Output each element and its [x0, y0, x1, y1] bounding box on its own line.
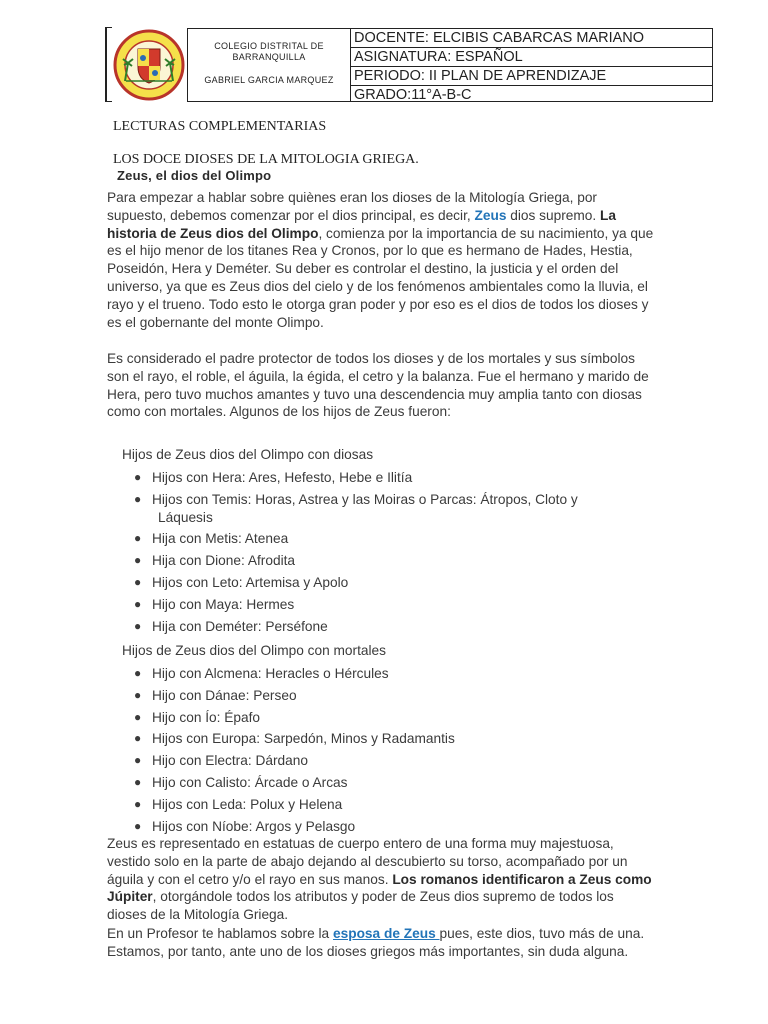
paragraph-3	[107, 835, 657, 924]
list-item: ● Hijos con Temis: Horas, Astrea y las Moiras o Parcas: Átropos, Cloto y Láquesis	[134, 491, 578, 525]
list-item: ● Hijos con Hera: Ares, Hefesto, Hebe e Ilitía	[134, 470, 413, 485]
p1-text-b: dios supremo.	[506, 207, 601, 223]
info-asignatura: ASIGNATURA: ESPAÑOL	[350, 48, 712, 67]
list-item: ● Hijo con Dánae: Perseo	[134, 687, 297, 703]
p1-text-a: Para empezar a hablar sobre quiènes eran los dioses de la Mitología Griega, por supuesto, debemos comenzar por el dios principal, es decir,	[107, 190, 597, 223]
p1-text-c: , comienza por la importancia de su nacimiento, ya que es el hijo menor de los titanes Rea y Cronos, por lo que es hermano de Hades, Hestia, Poseidón, Hera y Deméter. Su deber es controlar el destino, la justicia y el orden del universo, ya que es Zeus dios del cielo y de los fenómenos ambientales como la lluvia, el rayo y el trueno. Todo esto le otorga gran poder y por eso es el dios de todos los dioses y es el gobernante del monte Olimpo.	[107, 225, 654, 330]
school-name	[188, 41, 350, 63]
p4-text-a: En un Profesor te hablamos sobre la	[107, 926, 333, 941]
list-item: ● Hijos con Leda: Polux y Helena	[134, 796, 343, 812]
school-subtitle: GABRIEL GARCIA MARQUEZ	[204, 75, 334, 85]
list-item: ● Hijo con Calisto: Árcade o Arcas	[134, 774, 348, 790]
info-docente: DOCENTE: ELCIBIS CABARCAS MARIANO	[350, 29, 712, 48]
paragraph-1	[107, 189, 657, 331]
info-grado: GRADO:11°A-B-C	[354, 87, 472, 103]
title-doce-dioses: LOS DOCE DIOSES DE LA MITOLOGIA GRIEGA.	[113, 152, 419, 167]
school-name-line2: BARRANQUILLA	[232, 52, 306, 62]
list-item: ● Hijos con Níobe: Argos y Pelasgo	[134, 818, 356, 834]
p3-text-a: Zeus es representado en estatuas de cuerpo entero de una forma muy majestuosa, vestido solo en la parte de abajo dejando al descubierto su torso, acompañado por un águila y con el cetro y/o el rayo en sus manos.	[107, 836, 628, 887]
list-item: ● Hijo con Alcmena: Heracles o Hércules	[134, 666, 389, 681]
list-goddesses	[133, 469, 653, 639]
paragraph-2: Es considerado el padre protector de todos los dioses y de los mortales y sus símbolos son el rayo, el roble, el águila, la égida, el cetro y la balanza. Fue el hermano y marido de Hera, pero tuvo muchos amantes y tuvo una descendencia muy amplia tanto con diosas como con mortales. Algunos de los hijos de Zeus fueron:	[107, 351, 649, 420]
list-item: ● Hijos con Europa: Sarpedón, Minos y Radamantis	[134, 731, 455, 747]
list-item: ● Hijo con Electra: Dárdano	[134, 753, 308, 769]
list-item: ● Hijos con Leto: Artemisa y Apolo	[134, 574, 349, 590]
course-info-table	[350, 28, 713, 102]
school-name-box	[187, 28, 351, 102]
list-item: ● Hijo con Ío: Épafo	[134, 709, 261, 725]
list-mortals-title: Hijos de Zeus dios del Olimpo con mortales	[122, 643, 386, 658]
list-item-wrap: Láquesis	[158, 509, 213, 525]
header-bracket	[105, 27, 112, 102]
title-lecturas: LECTURAS COMPLEMENTARIAS	[113, 119, 327, 134]
paragraph-4	[107, 925, 657, 961]
school-name-line1: COLEGIO DISTRITAL DE	[214, 41, 324, 51]
zeus-link[interactable]: Zeus	[474, 207, 507, 223]
esposa-de-zeus-link[interactable]: esposa de Zeus	[332, 926, 440, 941]
list-mortals	[133, 665, 653, 839]
list-item: ● Hija con Deméter: Perséfone	[134, 618, 328, 634]
list-item: ● Hija con Dione: Afrodita	[134, 553, 296, 569]
p3-text-b: , otorgándole todos los atributos y poder de Zeus dios supremo de todos los dioses de la Mitología Griega.	[107, 889, 614, 923]
p1-bold: La historia de Zeus dios del Olimpo	[107, 207, 616, 241]
school-seal-logo	[112, 29, 186, 101]
subheading-zeus: Zeus, el dios del Olimpo	[117, 168, 272, 183]
document-header	[105, 27, 713, 102]
p4-text-b: pues, este dios, tuvo más de una. Estamos, por tanto, ante uno de los dioses griegos más importantes, sin duda alguna.	[107, 926, 645, 959]
list-item: ● Hija con Metis: Atenea	[134, 531, 289, 547]
p3-bold: Los romanos identificaron a Zeus como Júpiter	[107, 871, 652, 905]
info-periodo: PERIODO: II PLAN DE APRENDIZAJE	[350, 67, 712, 86]
list-item: ● Hijo con Maya: Hermes	[134, 596, 295, 612]
list-goddesses-title: Hijos de Zeus dios del Olimpo con diosas	[122, 447, 374, 462]
